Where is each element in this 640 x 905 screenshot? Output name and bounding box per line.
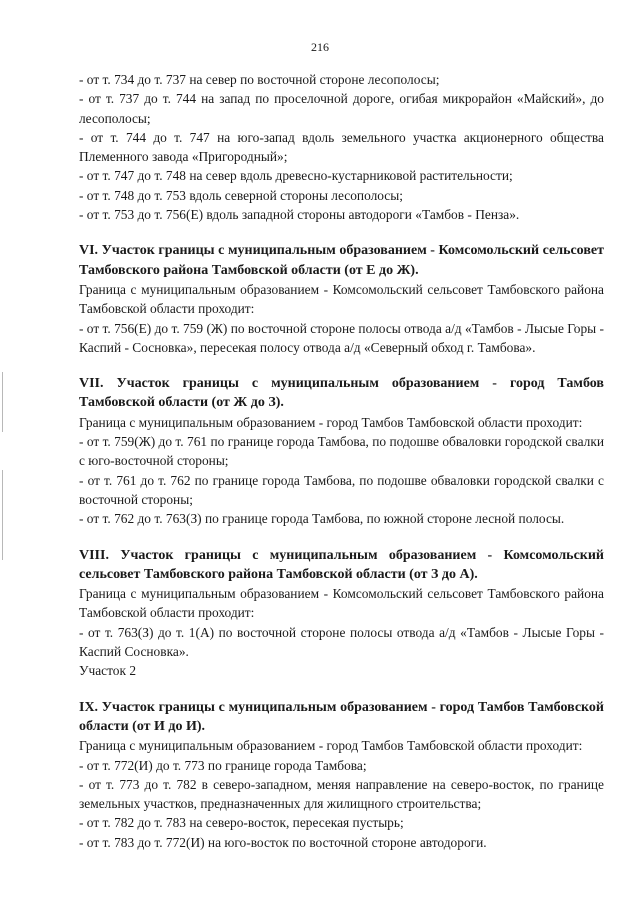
document-body [79, 70, 604, 852]
section-vii [79, 374, 604, 528]
scan-edge-mark [2, 470, 3, 560]
section-viii [79, 546, 604, 681]
intro-list [79, 70, 604, 224]
section-intro: Граница с муниципальным образованием - город Тамбов Тамбовской области проходит: [79, 738, 583, 754]
section-heading: IX. Участок границы с муниципальным образованием - город Тамбов Тамбовской области (от И до И). [79, 699, 604, 734]
section-intro: Граница с муниципальным образованием - Комсомольский сельсовет Тамбовского района Тамбовской области проходит: [79, 586, 604, 621]
list-item: - от т. 782 до т. 783 на северо-восток, пересекая пустырь; [79, 815, 404, 831]
list-item: - от т. 737 до т. 744 на запад по проселочной дороге, огибая микрорайон «Майский», до лесополосы; [79, 91, 604, 126]
list-item: - от т. 773 до т. 782 в северо-западном, меняя направление на северо-восток, по границе земельных участков, предназначенных для жилищного строительства; [79, 776, 604, 812]
list-item: - от т. 747 до т. 748 на север вдоль древесно-кустарниковой растительности; [79, 168, 513, 184]
list-item: - от т. 772(И) до т. 773 по границе города Тамбова; [79, 757, 367, 773]
section-vi [79, 241, 604, 357]
list-item: - от т. 763(З) до т. 1(А) по восточной стороне полосы отвода а/д «Тамбов - Лысые Горы - Каспий Сосновка». [79, 624, 604, 660]
subsection-label: Участок 2 [79, 663, 137, 679]
list-item: - от т. 734 до т. 737 на север по восточной стороне лесополосы; [79, 72, 440, 87]
list-item: - от т. 759(Ж) до т. 761 по границе города Тамбова, по подошве обваловки городской свалки с юго-восточной стороны; [79, 434, 604, 469]
section-ix [79, 698, 604, 852]
section-heading: VI. Участок границы с муниципальным образованием - Комсомольский сельсовет Тамбовского района Тамбовской области (от Е до Ж). [79, 243, 604, 278]
list-item: - от т. 748 до т. 753 вдоль северной стороны лесополосы; [79, 187, 403, 203]
section-heading: VII. Участок границы с муниципальным образованием - город Тамбов Тамбовской области (от Ж до З). [79, 376, 604, 411]
list-item: - от т. 756(Е) до т. 759 (Ж) по восточной стороне полосы отвода а/д «Тамбов - Лысые Горы - Каспий - Сосновка», пересекая полосу отвода а/д «Северный обход г. Тамбова». [79, 320, 604, 355]
scan-edge-mark [2, 372, 3, 432]
list-item: - от т. 783 до т. 772(И) на юго-восток по восточной стороне автодороги. [79, 834, 487, 850]
section-intro: Граница с муниципальным образованием - Комсомольский сельсовет Тамбовского района Тамбовской области проходит: [79, 281, 604, 317]
section-intro: Граница с муниципальным образованием - город Тамбов Тамбовской области проходит: [79, 414, 583, 430]
list-item: - от т. 762 до т. 763(З) по границе города Тамбова, по южной стороне лесной полосы. [79, 511, 565, 527]
list-item: - от т. 761 до т. 762 по границе города Тамбова, по подошве обваловки городской свалки с восточной стороны; [79, 472, 604, 507]
list-item: - от т. 744 до т. 747 на юго-запад вдоль земельного участка акционерного общества Племенного завода «Пригородный»; [79, 129, 604, 165]
list-item: - от т. 753 до т. 756(Е) вдоль западной стороны автодороги «Тамбов - Пенза». [79, 207, 520, 223]
page-number: 216 [311, 40, 329, 54]
section-heading: VIII. Участок границы с муниципальным образованием - Комсомольский сельсовет Тамбовского района Тамбовской области (от З до А). [79, 547, 604, 582]
